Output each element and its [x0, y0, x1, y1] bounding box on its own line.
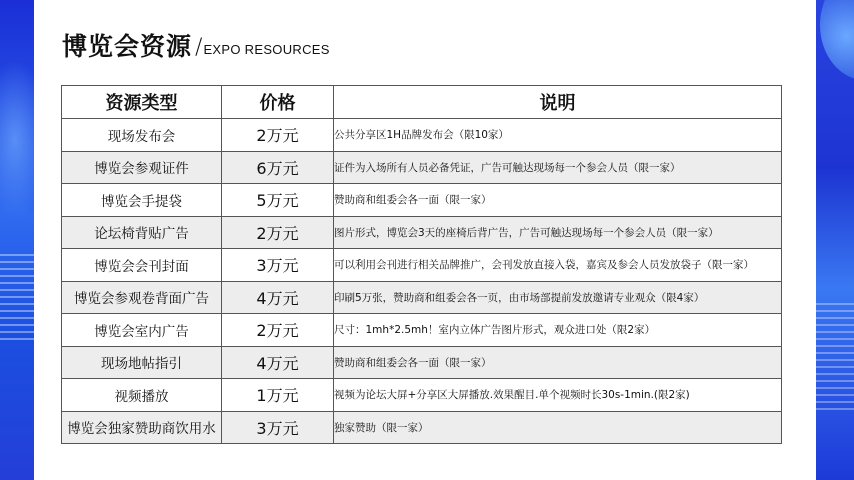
cell-desc: 图片形式，博览会3天的座椅后背广告，广告可触达现场每一个参会人员（限一家） [334, 216, 782, 249]
resources-table [61, 85, 782, 444]
table-row [62, 346, 782, 379]
right-blob [820, 0, 854, 80]
cell-desc: 证件为入场所有人员必备凭证，广告可触达现场每一个参会人员（限一家） [334, 151, 782, 184]
table-row [62, 249, 782, 282]
table-row [62, 216, 782, 249]
left-glow [0, 60, 34, 220]
table-row [62, 379, 782, 412]
page-title [62, 28, 330, 62]
title-english: EXPO RESOURCES [203, 42, 330, 57]
cell-type: 博览会独家赞助商饮用水 [62, 411, 222, 444]
header-price: 价格 [222, 86, 334, 119]
cell-price: 3万元 [222, 411, 334, 444]
cell-desc: 尺寸：1mh*2.5mh！室内立体广告图片形式，观众进口处（限2家） [334, 314, 782, 347]
cell-price: 6万元 [222, 151, 334, 184]
cell-desc: 公共分享区1H品牌发布会（限10家） [334, 119, 782, 152]
table-row [62, 151, 782, 184]
cell-desc: 视频为论坛大屏+分享区大屏播放.效果醒目.单个视频时长30s-1min.(限2家) [334, 379, 782, 412]
cell-price: 3万元 [222, 249, 334, 282]
cell-type: 博览会手提袋 [62, 184, 222, 217]
table-header-row [62, 86, 782, 119]
cell-price: 4万元 [222, 281, 334, 314]
cell-price: 2万元 [222, 314, 334, 347]
cell-type: 视频播放 [62, 379, 222, 412]
cell-desc: 赞助商和组委会各一面（限一家） [334, 346, 782, 379]
left-decor-strip [0, 0, 34, 480]
right-decor-strip [816, 0, 854, 480]
table-row [62, 119, 782, 152]
cell-price: 4万元 [222, 346, 334, 379]
cell-price: 1万元 [222, 379, 334, 412]
cell-type: 博览会参观卷背面广告 [62, 281, 222, 314]
cell-desc: 印刷5万张，赞助商和组委会各一页，由市场部提前发放邀请专业观众（限4家） [334, 281, 782, 314]
title-chinese: 博览会资源 [62, 32, 193, 61]
right-stripes [816, 300, 854, 410]
cell-type: 论坛椅背贴广告 [62, 216, 222, 249]
header-type: 资源类型 [62, 86, 222, 119]
cell-desc: 独家赞助（限一家） [334, 411, 782, 444]
cell-type: 博览会参观证件 [62, 151, 222, 184]
cell-price: 5万元 [222, 184, 334, 217]
table-row [62, 184, 782, 217]
table-row [62, 314, 782, 347]
table-row [62, 411, 782, 444]
header-desc: 说明 [334, 86, 782, 119]
cell-desc: 可以利用会刊进行相关品牌推广，会刊发放直接入袋，嘉宾及参会人员发放袋子（限一家） [334, 249, 782, 282]
cell-type: 博览会会刊封面 [62, 249, 222, 282]
left-stripes [0, 250, 34, 340]
cell-type: 现场发布会 [62, 119, 222, 152]
cell-desc: 赞助商和组委会各一面（限一家） [334, 184, 782, 217]
cell-price: 2万元 [222, 119, 334, 152]
cell-price: 2万元 [222, 216, 334, 249]
cell-type: 博览会室内广告 [62, 314, 222, 347]
title-slash: / [195, 35, 203, 60]
table-row [62, 281, 782, 314]
cell-type: 现场地帖指引 [62, 346, 222, 379]
